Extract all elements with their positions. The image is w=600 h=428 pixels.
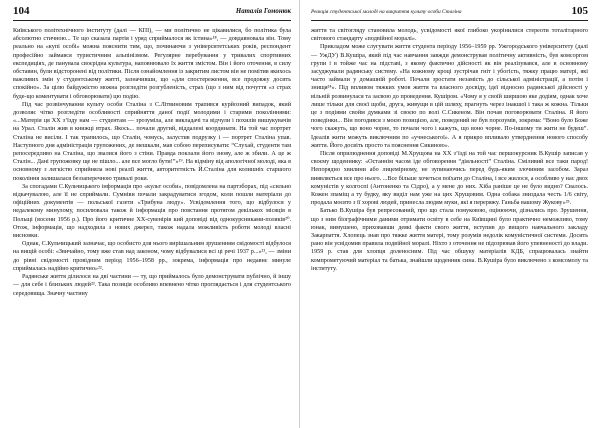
- right-page-header: [311, 4, 588, 21]
- paragraph: Після оприлюднення доповіді М.Хрущова на ХХ з’їзді на той час першокурсник В.Кушір записав у своєму щоденнику: «Останнім часом іде обговорення “діяльності” Сталіна. Сміливий все таки парод! Непорядно хвилини або лицемірному, не зупинаючись перед будь-яким злочиним засобом. Зараз виявляється все про нього. ...Все більше хочеться поїхати до Сталіна, і все жилося, а особливо у нас двох комуністів у колгоспі (Антоненко та Сідро), а у мене до них. Хіба раніше це не було видно? Свалось. Кожен зпаміщ а ту будку, яку виділ нам уже на цих Хрущовим. Одна собака зниздала честь 1/6 світу, продала моєвто з її хорові людей, принесла людям муки, які я переряжу. Ганьба вашому Жукову»²⁵.: [311, 151, 588, 207]
- left-running-header: Наталія Гомонюк: [235, 8, 291, 15]
- left-page-body: [13, 27, 291, 298]
- paragraph: Радянське життя ділилося на дві частини — ту, що приймалось було демонструвати публічно, й іншу — для себе і близьких людей²³. Така позиція особливо впевнено чітко проглядається і для студентського середовища. Значну частину: [13, 274, 291, 297]
- right-page-body: [311, 27, 588, 273]
- paragraph: Однак, С.Кульчицький зазначає, що особисто для нього вирішальним зрушенням свідомості відбулося на вищій особі: «Звичайно, тому вже став над законом, чому відбувалися всі ці речі 1937 р...»²¹, — зміни до рівні свідомості провідним період 1956–1958 рр., зокрема, інформація про недавнє минуле сприймалась надійно критично»²².: [13, 241, 291, 272]
- paragraph: Батько В.Кушіра був репресований, про що стала помуковою, оцінюючи, дізнались про. Зрушення, що з ним біографічними даними отримати освіту в себе на Київщині було практично неможливо, тому юнак, вимушено, приховавши деякі факти свого життя, вступив до вищого навчального закладу Закарпаття. Хлопець знав про тяжке життя матері, тому розумів недолік комуністичної системи. Досить рано він усвідомив правила подвійної моралі. Ніхто з оточення не підозрював його упевненості до влади. 1959 р. став для хлопця доленосним. Під час обшуку матеріалів КДБ, спрацювалась знайти компрометуючий матеріал та батька, знайшли щоденник сина. В.Кушіра було виключено з комсомолу та інституту.: [311, 208, 588, 272]
- paragraph: Київського політехнічного інституту (далі — КПІ), — ми політично не цікавилися, бо політика була абсолютно стичною... Те що сказала партія і уряд сприймалося як істина»¹⁸, — довдавновала він. Тому реально на «купі особі» можна пояснити тим, що, починаючи з університетських років, респондент професійно займався туристичним альпінізмом. Регулярне перебування у тривалих спортивних експедиціях, де панувала своєрідна культура, наповнювало їх життя змістом. Він і його оточення, в силу обставин, були відсторонені від політики. Після ознайомлення із закритим листом він не помітив якихось важливих змін у студентському житті, зазначивши, що «для спостереження, все продовжу досить спокійно». За цілю байдужістю можна розгледіти розгубленість, страх (що з ним від почуття «з страх буде-що коментувати і обговорювати) цю подію.: [13, 28, 291, 100]
- paragraph: Прикладом може слугувати життя студента періоду 1956–1959 рр. Ужгородського університету (далі — УжДУ) В.Кушіра, який під час навчання завжди демонстрував політичну активність, був комсоргом групи і в тойже час на підставі, з якому фактично дійсності як він реалізувався, але в основному засуджували радянську систему. «На кожному кроці зустрічав гніт і убогість, тяжку працю матері, які часто займали у домашній роботі. Почали зростати незамість до сільської адміністрації, а потім і знищя²⁴». Під впливом тяжких умов життя та власного досвіду, ідеї відносно радянської дійсності у вільній розвинулася та засвою до проведення. Кушіром. «Чому я у своїй ширшою яке додіям, однак хоче лише тільки для своєї щоби, друга, живущи в цій шляху, прагнуть через інакшої і така ж кожна. Тільки це з подіями свойм думками зі своєю по волі С.Сикеном. Він почав поговорювати Сталіна. Я його поведінки... Він погодився з моєю позицією, але, поведений не був порозумів, зокрема: “Воно було Боже чого скажуть, що воно чорне, то почали чого і кажуть, що воно чорне. По-іншому ти жити не будеш”. Ідеалів жити можуть виключним по «учнеськогої». А я прикро впливало утверднення нового способу життя. Його досвіть просто та пояснення Сикиною».: [311, 44, 588, 149]
- right-page-number: 105: [571, 5, 588, 17]
- left-page-number: 104: [13, 5, 30, 17]
- right-running-header: Реакція студентської молоді на викриття культу особи Сталіна: [311, 9, 462, 15]
- paragraph: життя та світогляду становила молодь, усвідомості якої глибоко укорінилися стереоти тоталітарного світового стандарту «подвійної моралі».: [311, 28, 588, 43]
- paragraph: Під час розвінчування культу особи Сталіна з С.Літвиновим трапився курйозний випадок, який дозволяє чітко розгледіти особливості сприйняття даної події молодими і старими поколіннями: «...Матерія ця XX з’їзду нам — студентам — зрозуміла, але викладачі та відчули і похилів вишукувачів на Урал. Сталін жив в книжці втрах. Якось... почали другий, віддалені координати. На той час портрет Сталіна не висіли. І так трапилось, що Сталін, чомусь, залустив подрузку і — портрет Сталіна упав. Наступного дня адміністрація групожених, де мешкали, мав собою переписувати: “Слухай, студенти там репосередливо на Сталіна, що звалися його з стіни. Правда поклали його знову, але ж збили. А це ж Сталін... Дані групожовку ще не пішло... але все могло бути!”»¹⁹. На відміну від апологічної молоді, яка в основному з легкістю сприйняла нові реалії життя, авторитетність Й.Сталіна для колишніх старшого покоління залишалася беззаперечною тривалі роки.: [13, 101, 291, 182]
- left-page-header: [13, 4, 291, 21]
- paragraph: За спогадами С.Кульчицького інформація про «культ особи», повідомлена на партзборах, під «сильно відкачувалою, але її не сприймали. Сумніви почали закрадуватися згодом, коли пошли матеріали до офіційних документів — польської газети «Трибуна люду». Усвідомлення того, що відбулося у недалекому минулому, посилювала також й інформація про повстання протягом декількох місяців в Польщі (восени 1956 р.). Про його критичне ХХ-сувенірів кий доповіді від однокурсниками-поляків²⁰. Отож, інформація, що надходила з нових джерел, також надала можливість роботи молоді власні висновки.: [13, 183, 291, 240]
- right-page: [300, 0, 600, 428]
